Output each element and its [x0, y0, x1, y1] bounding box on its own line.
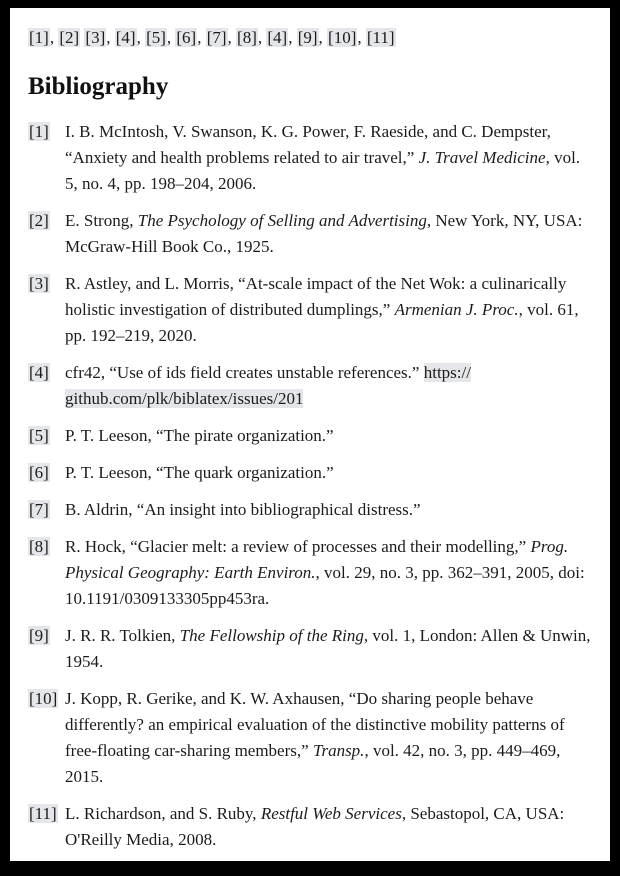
citation-link[interactable]: [7] — [206, 28, 227, 47]
entry-label-cell — [28, 271, 65, 297]
citation-separator: , — [357, 28, 366, 47]
entry-text-segment: , vol. 61, pp. 192–219, 2020. — [65, 300, 579, 345]
entry-text-segment: cfr42, “Use of ids field creates unstable references.” — [65, 363, 424, 382]
bibliography-entry — [28, 460, 592, 486]
entry-label-cell — [28, 497, 65, 523]
citation-separator: , — [288, 28, 297, 47]
entry-text-segment: , vol. 5, no. 4, pp. 198–204, 2006. — [65, 148, 581, 193]
work-title-italic: Armenian J. Proc. — [394, 300, 519, 319]
work-title-italic: The Fellowship of the Ring — [179, 626, 364, 645]
bibliography-heading: Bibliography — [28, 73, 169, 100]
citation-separator: , — [197, 28, 206, 47]
entry-text — [65, 497, 592, 523]
citation-separator: , — [136, 28, 146, 47]
entry-label-cell — [28, 208, 65, 234]
entry-label[interactable]: [11] — [29, 804, 57, 823]
bibliography-entry — [28, 360, 592, 412]
entry-text-segment: , Sebastopol, CA, USA: O'Reilly Media, 2008. — [65, 804, 565, 849]
citation-separator: , — [49, 28, 59, 47]
entry-label-cell — [28, 623, 65, 649]
entry-text-segment: I. B. McIntosh, V. Swanson, K. G. Power, F. Raeside, and C. Dempster, “Anxiety and health problems related to air travel,” — [65, 122, 551, 167]
citation-link[interactable]: [5] — [146, 28, 166, 47]
entry-text-segment: , vol. 29, no. 3, pp. 362–391, 2005, doi: 10.1191/0309133305pp453ra. — [65, 563, 585, 608]
bibliography-entry — [28, 119, 592, 197]
entry-text — [65, 686, 592, 790]
entry-label[interactable]: [2] — [29, 211, 49, 230]
entry-text-segment: , New York, NY, USA: McGraw-Hill Book Co., 1925. — [65, 211, 583, 256]
entry-text-segment: P. T. Leeson, “The pirate organization.” — [65, 426, 334, 445]
bibliography-entry — [28, 801, 592, 853]
entry-text — [65, 271, 592, 349]
work-title-italic: The Psychology of Selling and Advertising — [137, 211, 427, 230]
entry-text — [65, 623, 592, 675]
entry-label[interactable]: [10] — [29, 689, 58, 708]
citation-link[interactable]: [11] — [366, 28, 395, 47]
entry-label-cell — [28, 686, 65, 712]
entry-label[interactable]: [5] — [29, 426, 49, 445]
bibliography-entry — [28, 497, 592, 523]
citation-link[interactable]: [3] — [85, 28, 106, 47]
citation-link[interactable]: [2] — [59, 28, 80, 47]
bibliography-entry — [28, 686, 592, 790]
citation-link[interactable]: [4] — [115, 28, 136, 47]
entry-label[interactable]: [9] — [29, 626, 49, 645]
entry-label[interactable]: [4] — [29, 363, 49, 382]
citation-link[interactable]: [1] — [29, 28, 49, 47]
document-page — [10, 8, 610, 861]
entry-text — [65, 360, 592, 412]
citation-separator: , — [166, 28, 176, 47]
entry-text — [65, 801, 592, 853]
entry-text — [65, 423, 592, 449]
citation-separator: , — [227, 28, 237, 47]
entry-text — [65, 119, 592, 197]
entry-label-cell — [28, 360, 65, 386]
entry-label[interactable]: [3] — [29, 274, 49, 293]
citation-separator: , — [257, 28, 267, 47]
entry-label-cell — [28, 423, 65, 449]
entry-text-segment: J. Kopp, R. Gerike, and K. W. Axhausen, “Do sharing people behave differently? an empirical evaluation of the distinctive mobility patterns of free-floating car-sharing members,” — [65, 689, 565, 760]
work-title-italic: Transp. — [312, 741, 365, 760]
entry-text-segment: J. R. R. Tolkien, — [65, 626, 180, 645]
citation-link[interactable]: [4] — [267, 28, 288, 47]
entry-url-link[interactable]: github.com/plk/biblatex/issues/201 — [65, 389, 304, 408]
citation-separator: , — [106, 28, 115, 47]
citation-link[interactable]: [10] — [328, 28, 357, 47]
citation-link[interactable]: [9] — [297, 28, 318, 47]
work-title-italic: Prog. Physical Geography: Earth Environ. — [65, 537, 569, 582]
bibliography-entry — [28, 423, 592, 449]
entry-text — [65, 208, 592, 260]
entry-text-segment: E. Strong, — [65, 211, 138, 230]
bibliography-entry — [28, 623, 592, 675]
entry-text-segment: B. Aldrin, “An insight into bibliographical distress.” — [65, 500, 421, 519]
entry-label-cell — [28, 460, 65, 486]
bibliography-entry — [28, 208, 592, 260]
bibliography-entry — [28, 271, 592, 349]
entry-label[interactable]: [6] — [29, 463, 49, 482]
entry-text-segment: R. Astley, and L. Morris, “At-scale impact of the Net Wok: a culinarically holistic investigation of distributed dumplings,” — [65, 274, 567, 319]
work-title-italic: J. Travel Medicine — [418, 148, 546, 167]
entry-text — [65, 460, 592, 486]
entry-text — [65, 534, 592, 612]
citation-link[interactable]: [6] — [176, 28, 197, 47]
entry-label[interactable]: [1] — [29, 122, 49, 141]
entry-text-segment: P. T. Leeson, “The quark organization.” — [65, 463, 334, 482]
entry-text-segment: , vol. 42, no. 3, pp. 449–469, 2015. — [65, 741, 561, 786]
entry-label[interactable]: [7] — [29, 500, 49, 519]
entry-text-segment: R. Hock, “Glacier melt: a review of processes and their modelling,” — [65, 537, 531, 556]
citation-link[interactable]: [8] — [237, 28, 257, 47]
work-title-italic: Restful Web Services — [260, 804, 402, 823]
entry-text-segment: , vol. 1, London: Allen & Unwin, 1954. — [65, 626, 591, 671]
entry-label-cell — [28, 119, 65, 145]
bibliography-entry — [28, 534, 592, 612]
entry-label-cell — [28, 534, 65, 560]
entry-text-segment: L. Richardson, and S. Ruby, — [65, 804, 261, 823]
inline-citations — [28, 25, 592, 51]
entry-label[interactable]: [8] — [29, 537, 49, 556]
bibliography-list — [28, 119, 592, 853]
entry-label-cell — [28, 801, 65, 827]
citation-separator: , — [318, 28, 328, 47]
entry-url-link[interactable]: https:// — [423, 363, 471, 382]
